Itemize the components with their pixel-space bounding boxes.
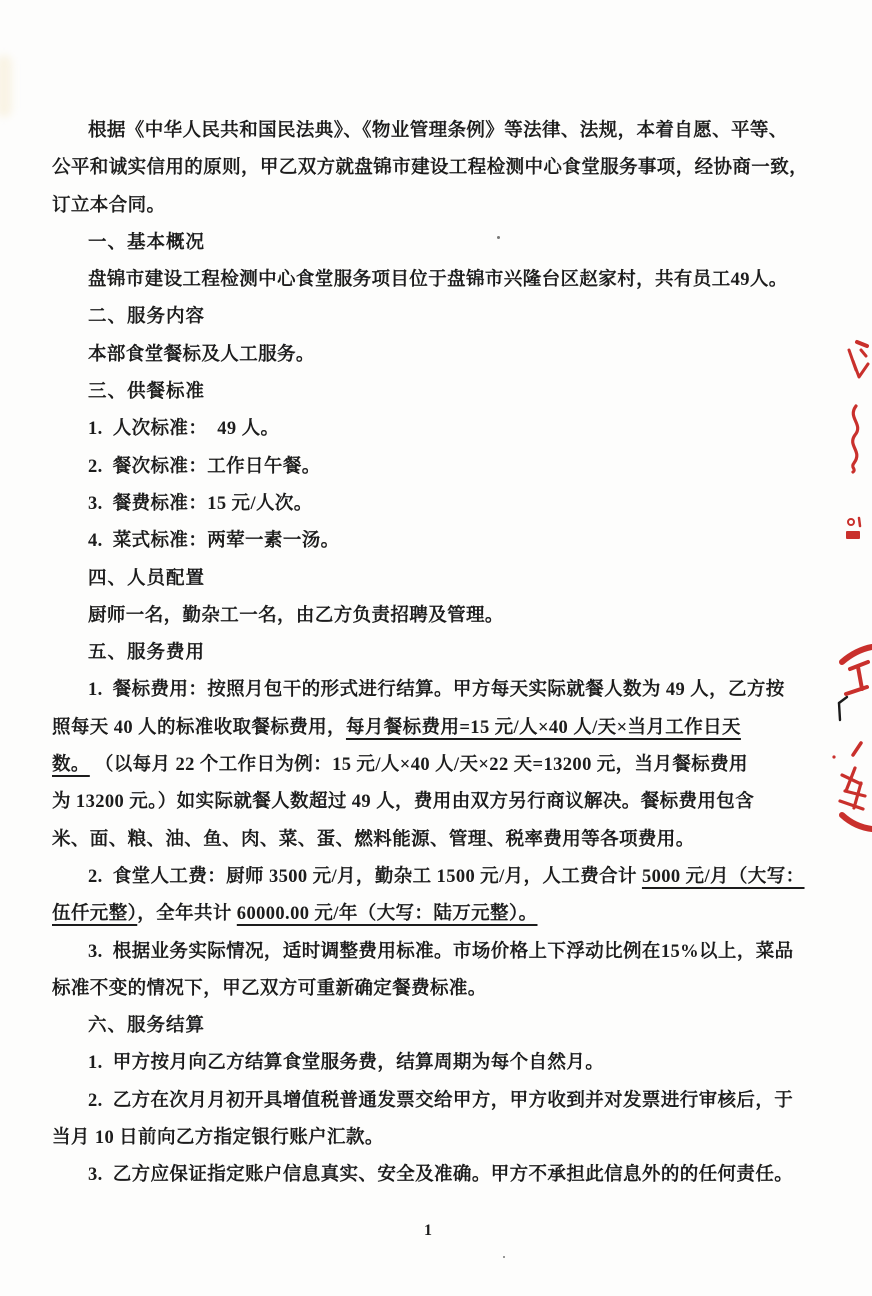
text-segment: 订立本合同。 [52, 195, 166, 216]
text-line [52, 1083, 808, 1120]
text-segment: 本部食堂餐标及人工服务。 [88, 344, 315, 365]
document-body [52, 113, 808, 1195]
text-line [52, 859, 808, 896]
text-line [52, 822, 808, 859]
text-line [52, 262, 808, 299]
text-line [52, 486, 808, 523]
underlined-text-segment: 60000.00 元/年（大写：陆万元整）。 [236, 904, 538, 925]
text-line [52, 598, 808, 635]
scan-speck [503, 1256, 505, 1258]
seal-stamp-fragment-small-icon [846, 518, 860, 539]
text-segment: （以每月 22 个工作日为例：15 元/人×40 人/天×22 天=13200 元，当月餐标费用 [89, 755, 748, 776]
underlined-text-segment: 5000 元/月（大写： [641, 866, 805, 887]
text-segment: 公平和诚实信用的原则，甲乙双方就盘锦市建设工程检测中心食堂服务事项，经协商一致， [52, 158, 809, 179]
text-segment: 1. 餐标费用：按照月包干的形式进行结算。甲方每天实际就餐人数为 49 人，乙方按 [88, 680, 785, 701]
scan-smudge-left [0, 55, 12, 117]
text-segment: 2. 乙方在次月月初开具增值税普通发票交给甲方，甲方收到并对发票进行审核后，于 [88, 1090, 794, 1111]
text-line [52, 188, 808, 225]
text-segment: 厨师一名，勤杂工一名，由乙方负责招聘及管理。 [88, 605, 504, 626]
text-segment: 照每天 40 人的标准收取餐标费用， [52, 717, 346, 738]
underlined-text-segment: 每月餐标费用=15 元/人×40 人/天×当月工作日天 [345, 717, 741, 738]
text-line [52, 710, 808, 747]
section-heading [52, 299, 808, 336]
text-line [52, 150, 808, 187]
text-segment: 三、供餐标准 [88, 382, 206, 403]
text-segment: 米、面、粮、油、鱼、肉、菜、蛋、燃料能源、管理、税率费用等各项费用。 [52, 829, 695, 850]
text-line [52, 337, 808, 374]
text-line [52, 672, 808, 709]
seal-round-stamp-partial-icon [832, 647, 872, 829]
text-segment: 根据《中华人民共和国民法典》、《物业管理条例》等法律、法规，本着自愿、平等、 [88, 121, 788, 141]
text-segment: 五、服务费用 [88, 643, 206, 664]
seal-character-fragment-upper-icon [849, 342, 868, 377]
text-line [52, 1120, 808, 1157]
text-segment: 2. 餐次标准：工作日午餐。 [88, 456, 321, 477]
text-segment: 一、基本概况 [88, 232, 206, 253]
section-heading [52, 1008, 808, 1045]
text-segment: 二、服务内容 [88, 307, 206, 328]
text-line [52, 1045, 808, 1082]
section-heading [52, 225, 808, 262]
text-line [52, 449, 808, 486]
section-heading [52, 635, 808, 672]
text-segment: ，全年共计 [137, 904, 237, 925]
text-segment: 3. 根据业务实际情况，适时调整费用标准。市场价格上下浮动比例在15%以上，菜品 [88, 941, 794, 962]
text-segment: 为 13200 元。）如实际就餐人数超过 49 人，费用由双方另行商议解决。餐标费用包含 [52, 792, 755, 813]
underlined-text-segment: 数。 [52, 755, 90, 776]
text-segment: 4. 菜式标准：两荤一素一汤。 [88, 531, 340, 552]
pen-mark-black-icon [839, 697, 847, 720]
text-segment: 1. 人次标准： 49 人。 [88, 419, 280, 440]
underlined-text-segment: 伍仟元整） [52, 904, 138, 925]
text-segment: 标准不变的情况下，甲乙双方可重新确定餐费标准。 [52, 978, 487, 999]
text-line [52, 113, 808, 150]
text-segment: 1. 甲方按月向乙方结算食堂服务费，结算周期为每个自然月。 [88, 1053, 605, 1074]
text-line [52, 784, 808, 821]
text-line [52, 523, 808, 560]
text-segment: 盘锦市建设工程检测中心食堂服务项目位于盘锦市兴隆台区赵家村，共有员工49人。 [88, 270, 788, 291]
text-segment: 3. 餐费标准：15 元/人次。 [88, 493, 313, 514]
text-line [52, 1157, 808, 1194]
text-segment: 四、人员配置 [88, 568, 206, 589]
text-line [52, 411, 808, 448]
section-heading [52, 374, 808, 411]
red-seal-overlay [830, 335, 872, 845]
text-line [52, 971, 808, 1008]
text-segment: 2. 食堂人工费：厨师 3500 元/月，勤杂工 1500 元/月，人工费合计 [88, 866, 642, 887]
seal-handwriting-squiggle-icon [853, 406, 858, 472]
text-segment: 当月 10 日前向乙方指定银行账户汇款。 [52, 1128, 384, 1149]
text-line [52, 934, 808, 971]
text-segment: 3. 乙方应保证指定账户信息真实、安全及准确。甲方不承担此信息外的的任何责任。 [88, 1165, 794, 1186]
section-heading [52, 561, 808, 598]
text-segment: 六、服务结算 [88, 1016, 206, 1037]
page-number: 1 [424, 1222, 432, 1239]
text-line [52, 896, 808, 933]
text-line [52, 747, 808, 784]
